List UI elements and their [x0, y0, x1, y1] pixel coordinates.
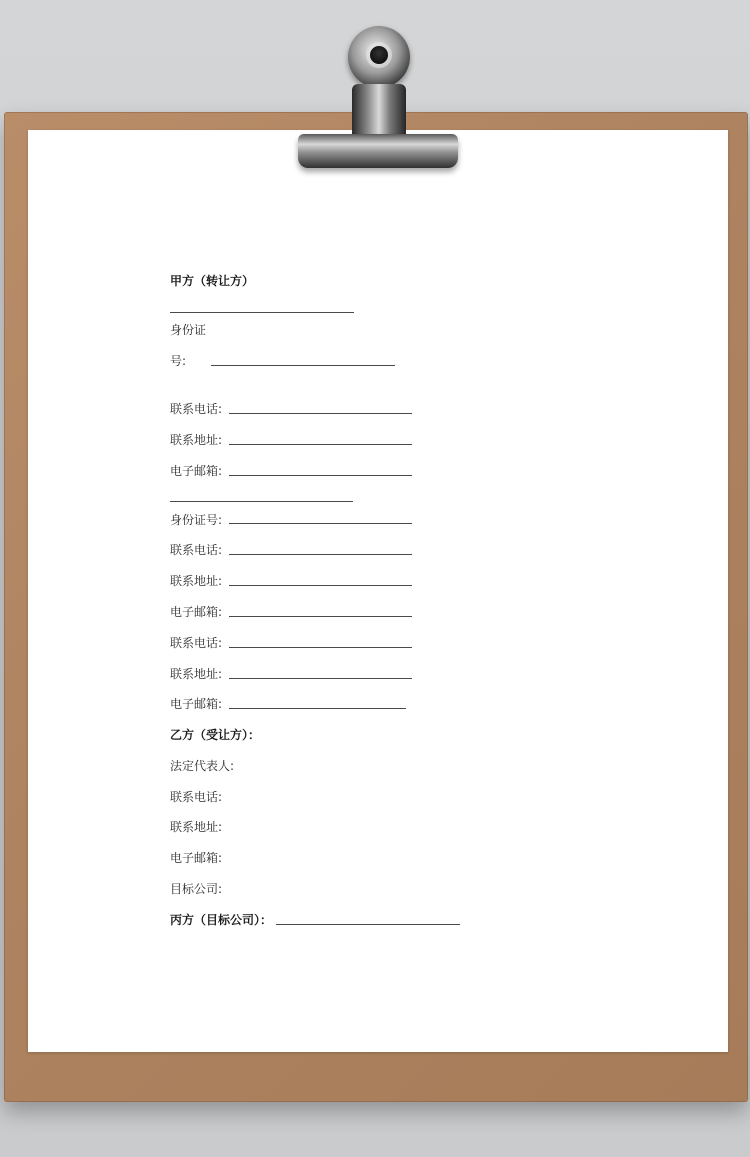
c-address-field[interactable] — [229, 678, 412, 679]
a-address-label: 联系地址: — [170, 433, 223, 447]
target-company-label: 目标公司: — [170, 882, 223, 896]
legal-rep-label: 法定代表人: — [170, 759, 235, 773]
paper-sheet — [28, 130, 728, 1052]
party-a-name-field[interactable] — [170, 312, 354, 313]
binder-clip-ring — [348, 26, 410, 88]
c-phone-label: 联系电话: — [170, 636, 223, 650]
a-address-field[interactable] — [229, 444, 412, 445]
d-address-label: 联系地址: — [170, 820, 223, 834]
party-c-heading: 丙方（目标公司）： — [170, 913, 273, 927]
b-address-field[interactable] — [229, 585, 412, 586]
party-a-heading: 甲方（转让方） — [170, 274, 255, 288]
c-phone-field[interactable] — [229, 647, 412, 648]
b-phone-label: 联系电话: — [170, 543, 223, 557]
c-email-field[interactable] — [229, 708, 406, 709]
c-address-label: 联系地址: — [170, 667, 223, 681]
binder-clip-base — [298, 134, 458, 168]
b-id-field[interactable] — [229, 523, 412, 524]
a-phone-field[interactable] — [229, 413, 412, 414]
binder-clip-neck — [352, 84, 406, 140]
blank-name-field[interactable] — [170, 501, 353, 502]
d-email-label: 电子邮箱: — [170, 851, 223, 865]
party-a-id-field[interactable] — [211, 365, 395, 366]
id-label-line1: 身份证 — [170, 323, 207, 337]
b-phone-field[interactable] — [229, 554, 412, 555]
a-phone-label: 联系电话: — [170, 402, 223, 416]
a-email-field[interactable] — [229, 475, 412, 476]
b-id-label: 身份证号: — [170, 513, 223, 527]
b-email-field[interactable] — [229, 616, 412, 617]
b-email-label: 电子邮箱: — [170, 605, 223, 619]
b-address-label: 联系地址: — [170, 574, 223, 588]
id-label-line2: 号: — [170, 354, 187, 368]
c-email-label: 电子邮箱: — [170, 697, 223, 711]
party-b-heading: 乙方（受让方）： — [170, 728, 261, 742]
a-email-label: 电子邮箱: — [170, 464, 223, 478]
party-c-field[interactable] — [276, 924, 460, 925]
d-phone-label: 联系电话: — [170, 790, 223, 804]
